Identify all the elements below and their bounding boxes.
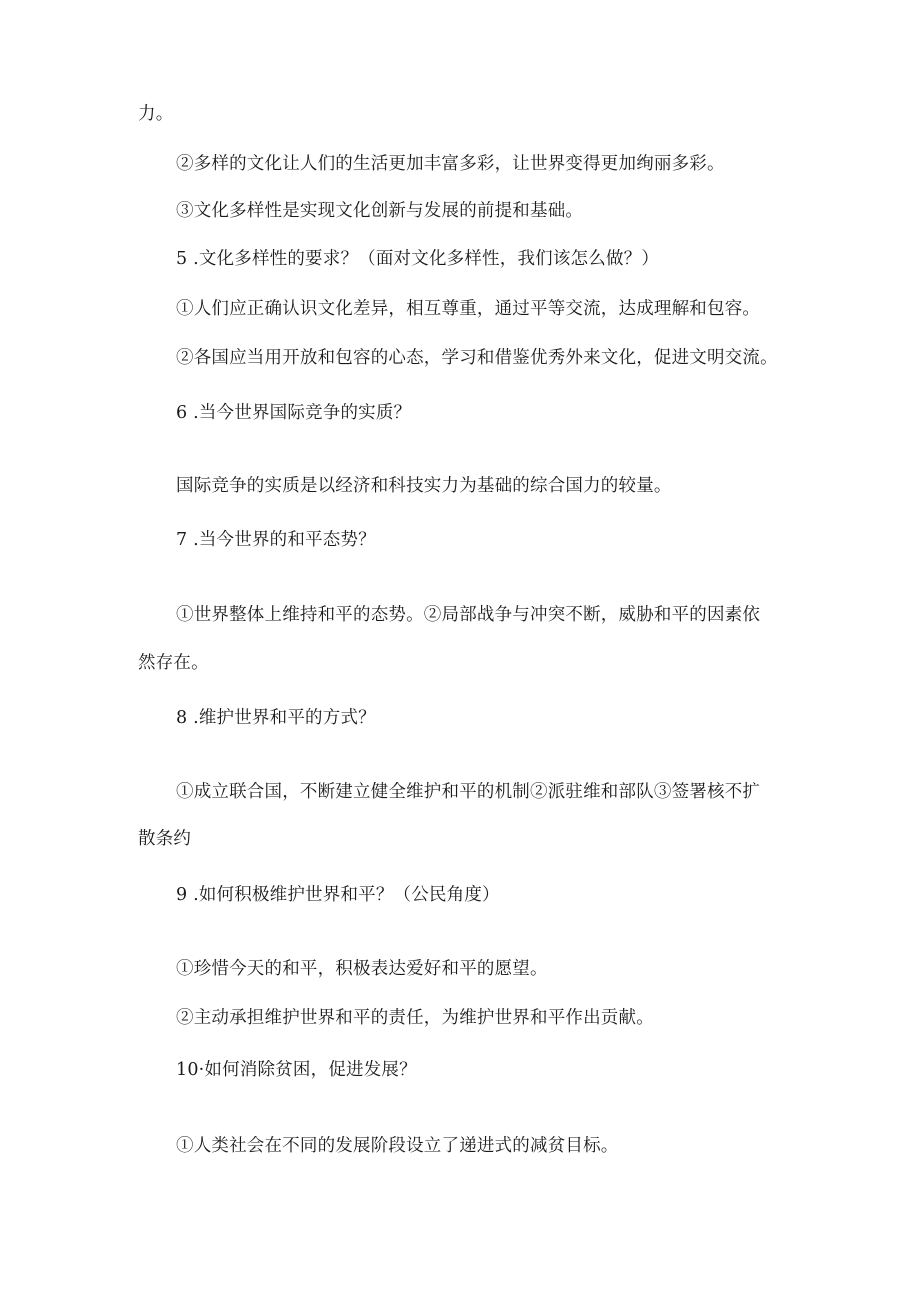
- question-heading: 7 .当今世界的和平态势？: [176, 530, 376, 550]
- paragraph-line: 国际竞争的实质是以经济和科技实力为基础的综合国力的较量。: [176, 476, 672, 496]
- paragraph-continuation: 力。: [138, 104, 174, 124]
- paragraph-line: ②各国应当用开放和包容的心态，学习和借鉴优秀外来文化，促进文明交流。: [176, 348, 778, 368]
- paragraph-line: ②多样的文化让人们的生活更加丰富多彩，让世界变得更加绚丽多彩。: [176, 154, 725, 174]
- paragraph-line: ①人类社会在不同的发展阶段设立了递进式的减贫目标。: [176, 1136, 619, 1156]
- question-heading: 5 .文化多样性的要求？（面对文化多样性，我们该怎么做？）: [176, 249, 660, 269]
- paragraph-line: ①世界整体上维持和平的态势。②局部战争与冲突不断，威胁和平的因素依: [176, 605, 761, 625]
- paragraph-line: ②主动承担维护世界和平的责任，为维护世界和平作出贡献。: [176, 1008, 654, 1028]
- question-heading: 9 .如何积极维护世界和平？（公民角度）: [176, 885, 500, 905]
- paragraph-line: ①成立联合国，不断建立健全维护和平的机制②派驻维和部队③签署核不扩: [176, 782, 761, 802]
- question-heading: 10·如何消除贫困，促进发展？: [176, 1060, 417, 1080]
- paragraph-continuation: 然存在。: [138, 653, 209, 673]
- paragraph-line: ③文化多样性是实现文化创新与发展的前提和基础。: [176, 201, 584, 221]
- question-heading: 6 .当今世界国际竞争的实质？: [176, 403, 412, 423]
- paragraph-line: ①人们应正确认识文化差异，相互尊重，通过平等交流，达成理解和包容。: [176, 299, 761, 319]
- paragraph-continuation: 散条约: [138, 829, 192, 849]
- question-heading: 8 .维护世界和平的方式？: [176, 708, 376, 728]
- paragraph-line: ①珍惜今天的和平，积极表达爱好和平的愿望。: [176, 959, 548, 979]
